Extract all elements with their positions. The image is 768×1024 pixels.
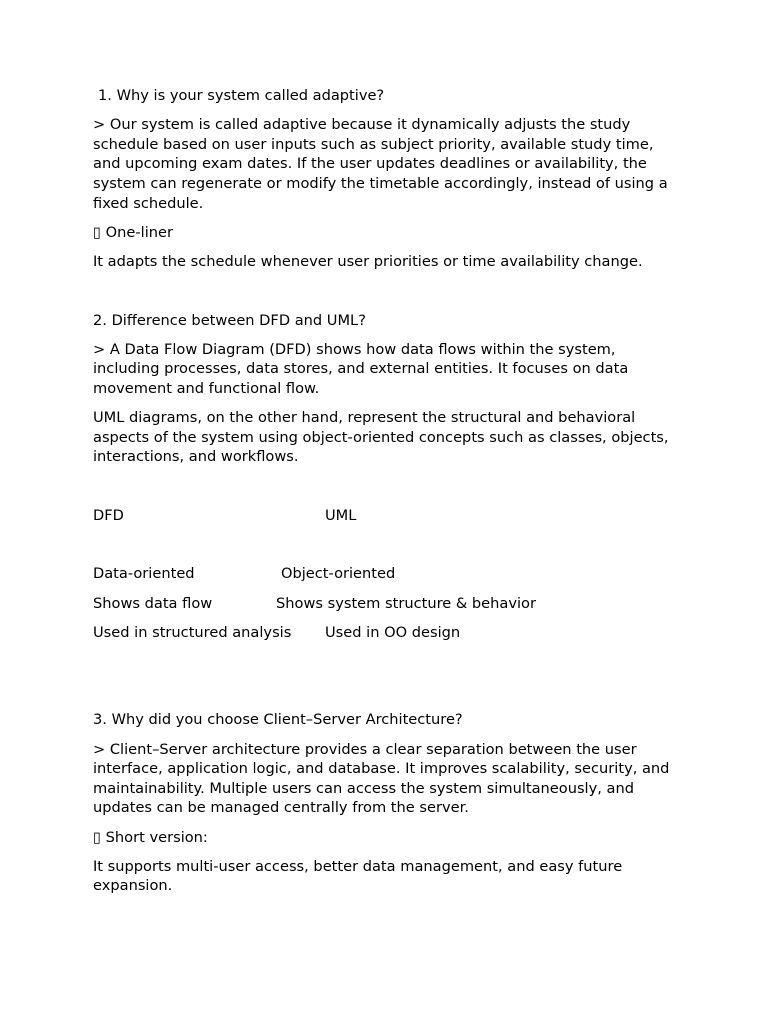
oneliner-text-1: It adapts the schedule whenever user priorities or time availability change. <box>93 252 643 270</box>
question-1: 1. Why is your system called adaptive? <box>98 87 385 104</box>
comparison-row <box>93 623 683 643</box>
comparison-cell-uml: Used in OO design <box>325 623 461 641</box>
question-3: 3. Why did you choose Client–Server Architecture? <box>93 711 463 729</box>
short-version-heading-3 <box>93 828 683 848</box>
answer-2-dfd: > A Data Flow Diagram (DFD) shows how data flows within the system, including processes, data stores, and external entities. It focuses on data movement and functional flow. <box>93 340 629 397</box>
oneliner-heading-1 <box>93 223 683 243</box>
comparison-cell-uml: Shows system structure & behavior <box>276 594 536 612</box>
comparison-header-row <box>93 506 683 526</box>
short-version-text-3: It supports multi-user access, better data management, and easy future expansion. <box>93 857 623 895</box>
question-2: 2. Difference between DFD and UML? <box>93 311 366 329</box>
answer-2-uml: UML diagrams, on the other hand, represent the structural and behavioral aspects of the system using object-oriented concepts such as classes, objects, interactions, and workflows. <box>93 409 669 466</box>
short-version-label: Short version: <box>105 828 208 846</box>
comparison-cell-uml: Object-oriented <box>281 565 396 583</box>
document-page <box>93 86 683 896</box>
comparison-header-uml: UML <box>325 506 357 524</box>
comparison-cell-dfd: Used in structured analysis <box>93 623 292 641</box>
answer-3: > Client–Server architecture provides a clear separation between the user interface, application logic, and database. It improves scalability, security, and maintainability. Multiple users can access the system simultaneously, and updates can be managed centrally from the server. <box>93 740 670 817</box>
comparison-cell-dfd: Shows data flow <box>93 594 213 612</box>
answer-1: > Our system is called adaptive because it dynamically adjusts the study schedule based on user inputs such as subject priority, available study time, and upcoming exam dates. If the user updates deadlines or availability, the system can regenerate or modify the timetable accordingly, instead of using a fixed schedule. <box>93 116 668 212</box>
comparison-row <box>93 564 683 584</box>
missing-glyph-icon: ▯ <box>93 828 102 846</box>
comparison-header-dfd: DFD <box>93 506 124 524</box>
missing-glyph-icon: ▯ <box>93 223 102 241</box>
comparison-row <box>93 594 683 614</box>
comparison-cell-dfd: Data-oriented <box>93 565 195 583</box>
oneliner-label: One-liner <box>105 223 173 241</box>
